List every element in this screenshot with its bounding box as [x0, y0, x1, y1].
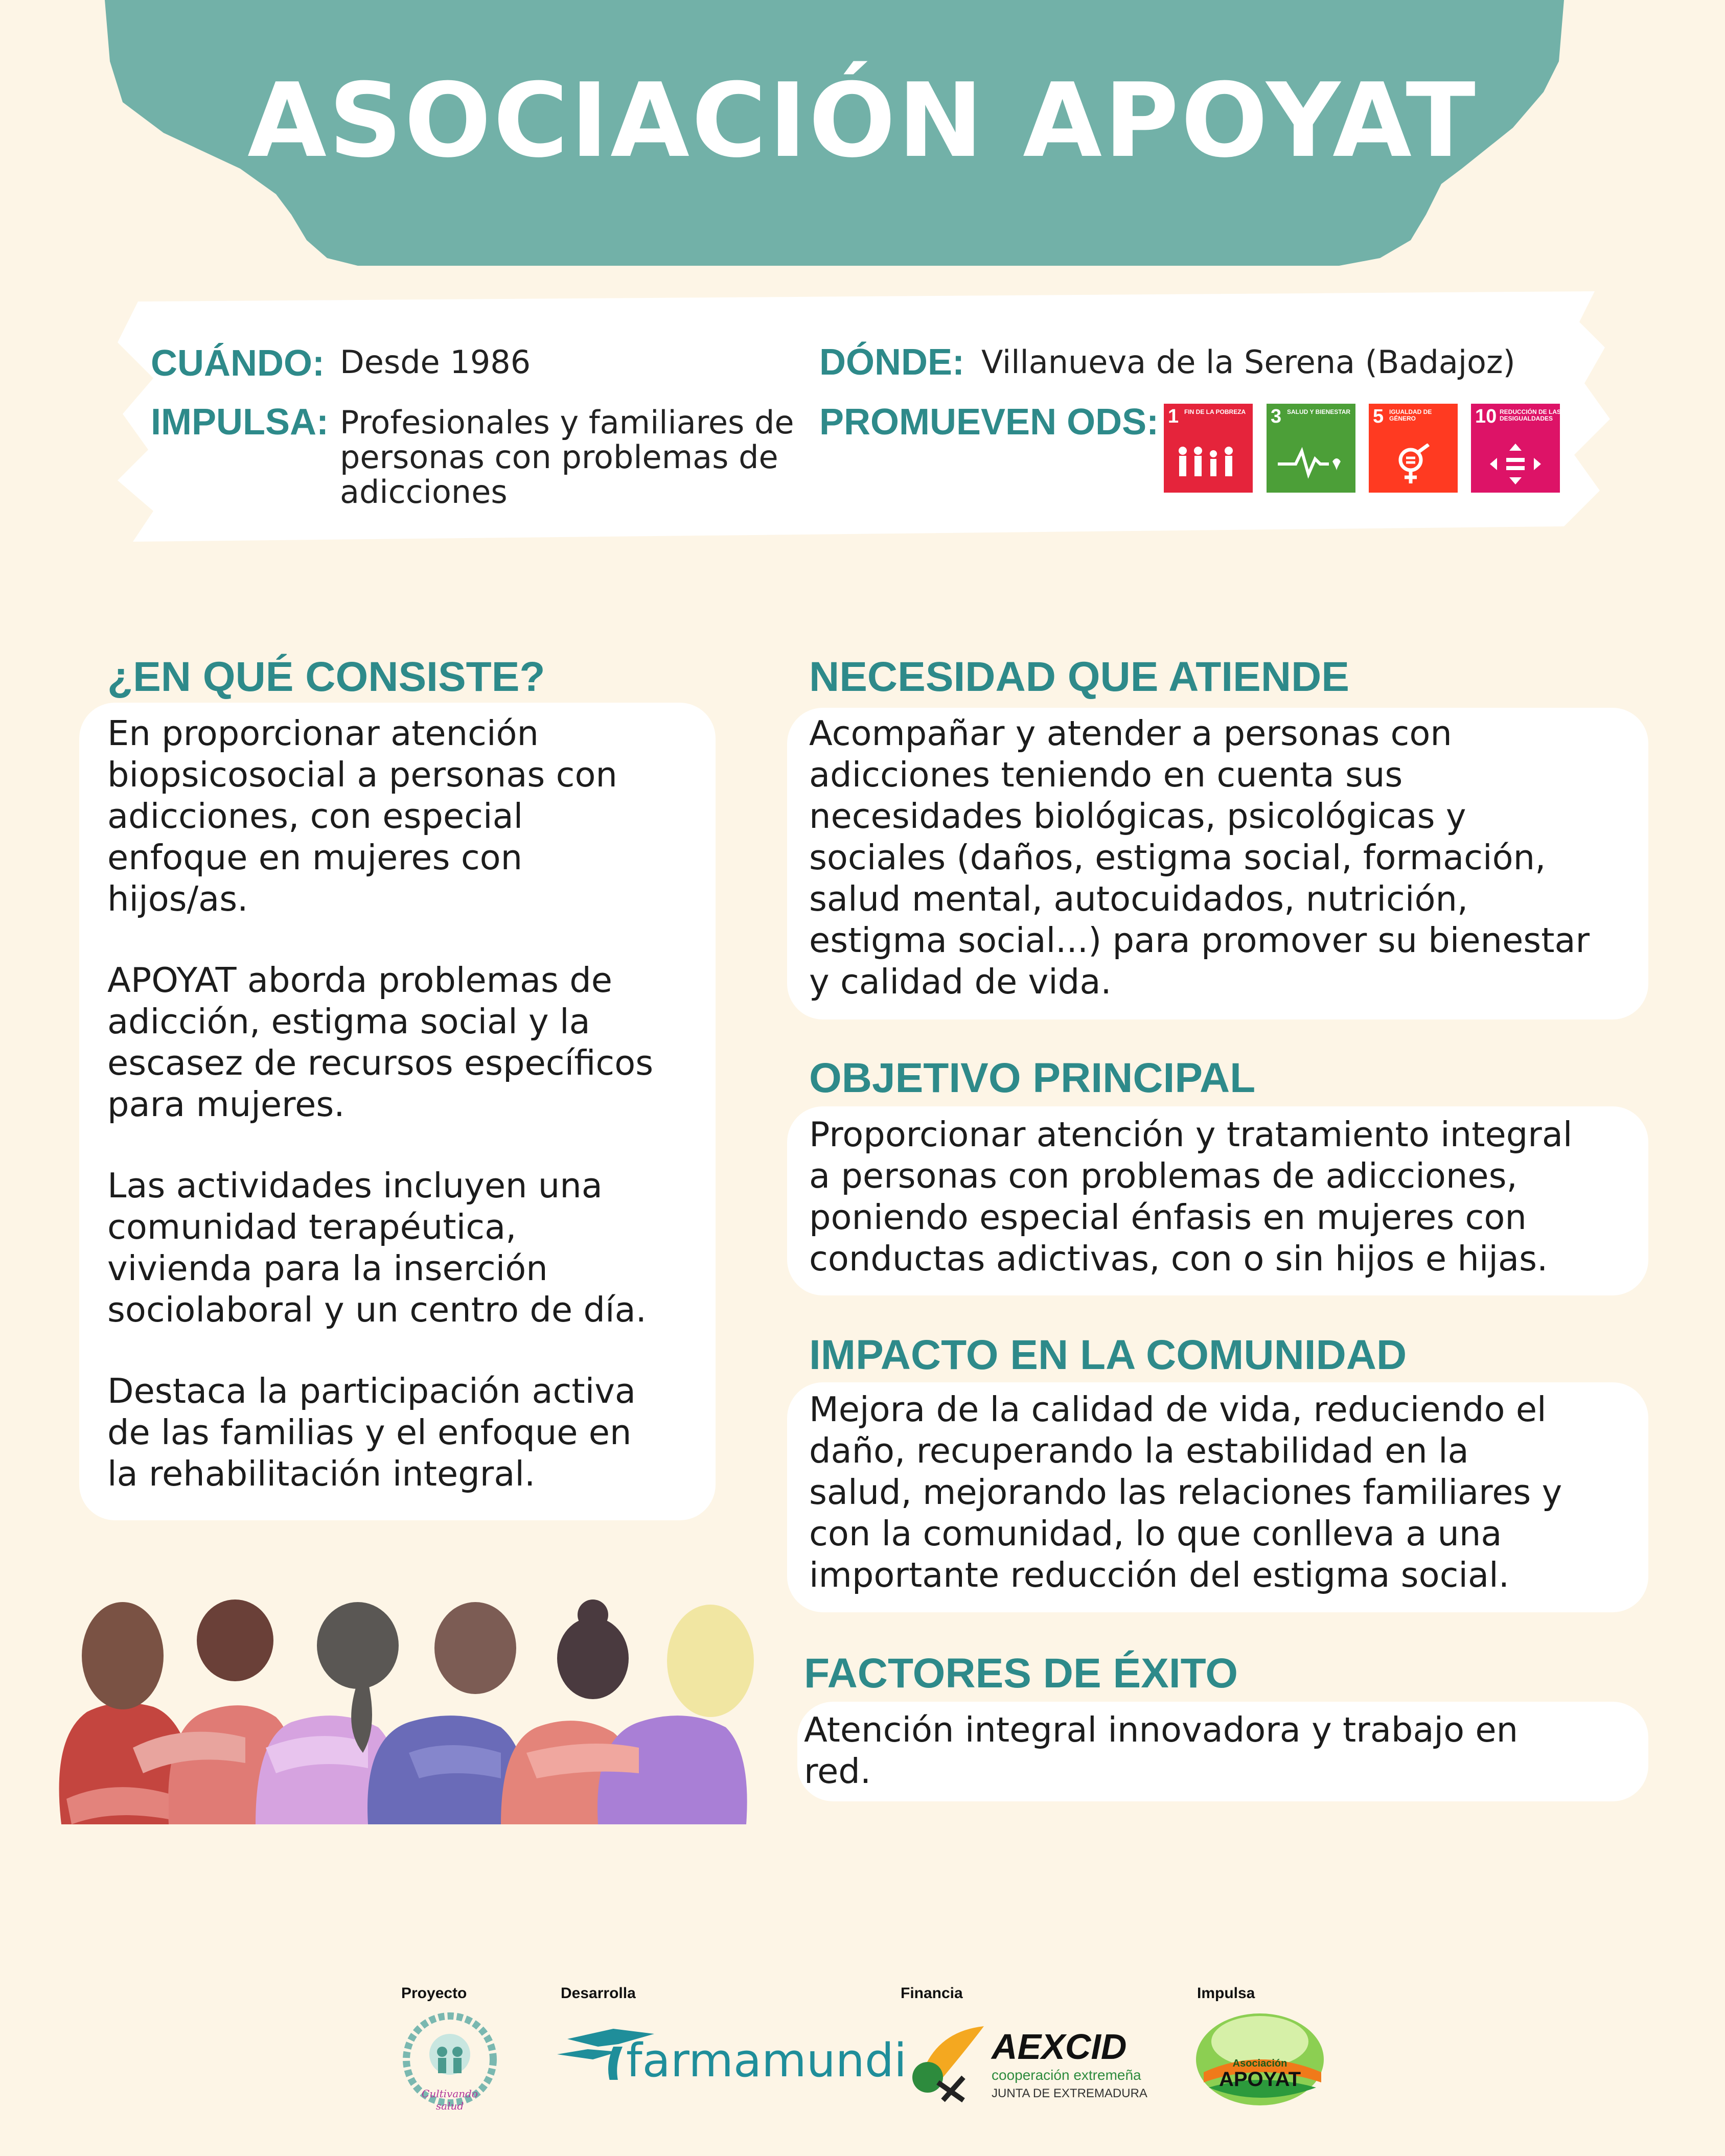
donde-value: Villanueva de la Serena (Badajoz) [981, 343, 1515, 381]
ods-10-tile [1471, 404, 1560, 493]
ods-number: 1 [1168, 406, 1179, 427]
heartbeat-icon [1267, 444, 1355, 488]
ods-label-text: REDUCCIÓN DE LAS DESIGUALDADES [1500, 408, 1561, 422]
apoyat-logo [1193, 2011, 1326, 2108]
factores-text: Atención integral innovadora y trabajo en red. [804, 1710, 1519, 1791]
cultivando-salud-logo [401, 2011, 498, 2112]
footer-desarrolla-label: Desarrolla [561, 1985, 636, 2002]
cuando-label: CUÁNDO: [151, 343, 325, 384]
cuando-value: Desde 1986 [340, 343, 531, 381]
necesidad-title: NECESIDAD QUE ATIENDE [809, 654, 1349, 700]
ods-1-tile [1164, 404, 1253, 493]
consiste-paragraph: En proporcionar atención biopsicosocial a personas con adicciones, con especial enfoque en mujeres con hijos/as. [107, 713, 617, 919]
apoyat-logo-text: APOYAT [1218, 2068, 1301, 2091]
footer-impulsa-label: Impulsa [1197, 1985, 1255, 2002]
equality-arrows-icon [1471, 444, 1560, 493]
ods-label: PROMUEVEN ODS: [819, 402, 1159, 443]
consiste-title: ¿EN QUÉ CONSISTE? [107, 654, 545, 700]
people-illustration [51, 1584, 767, 1829]
gender-equality-icon [1369, 444, 1458, 493]
aexcid-title: AEXCID [992, 2027, 1127, 2067]
necesidad-text: Acompañar y atender a personas con adicciones teniendo en cuenta sus necesidades biológicas, psicológicas y sociales (daños, estigma social, formación, salud mental, autocuidados, nutrición, estigma social...) para promover su bienestar y calidad de vida. [809, 713, 1590, 1002]
ods-label-text: IGUALDAD DE GÉNERO [1389, 408, 1432, 422]
ods-3-tile [1267, 404, 1355, 493]
objetivo-text: Proporcionar atención y tratamiento integral a personas con problemas de adicciones, poniendo especial énfasis en mujeres con conductas adictivas, con o sin hijos e hijas. [809, 1115, 1573, 1279]
donde-label: DÓNDE: [819, 342, 964, 383]
aexcid-junta-text: JUNTA DE EXTREMADURA [992, 2087, 1147, 2100]
consiste-paragraph: APOYAT aborda problemas de adicción, estigma social y la escasez de recursos específicos para mujeres. [107, 960, 654, 1124]
consiste-paragraph: Las actividades incluyen una comunidad terapéutica, vivienda para la inserción sociolaboral y un centro de día. [107, 1166, 647, 1330]
aexcid-logo [907, 2016, 1153, 2103]
ods-number: 10 [1475, 406, 1497, 427]
impulsa-line: adicciones [340, 473, 508, 511]
ods-label-text: SALUD Y BIENESTAR [1287, 408, 1351, 415]
ods-label-text: FIN DE LA POBREZA [1184, 408, 1246, 415]
impacto-title: IMPACTO EN LA COMUNIDAD [809, 1332, 1407, 1378]
page-title: ASOCIACIÓN APOYAT [247, 61, 1478, 180]
farmamundi-text: farmamundi [626, 2034, 907, 2088]
apoyat-logo-small-text: Asociación [1232, 2058, 1287, 2069]
impulsa-line: Profesionales y familiares de [340, 404, 794, 441]
ods-number: 3 [1271, 406, 1282, 427]
factores-title: FACTORES DE ÉXITO [804, 1650, 1238, 1697]
objetivo-title: OBJETIVO PRINCIPAL [809, 1055, 1256, 1101]
farmamundi-logo [557, 2019, 907, 2105]
consiste-text [107, 713, 721, 1495]
footer-financia-label: Financia [901, 1985, 963, 2002]
impulsa-label: IMPULSA: [151, 402, 329, 443]
ods-number: 5 [1373, 406, 1384, 427]
aexcid-subtitle: cooperación extremeña [992, 2067, 1141, 2083]
ods-5-tile [1369, 404, 1458, 493]
family-icon [1164, 444, 1253, 488]
cultivando-salud-text: Cultivando salud [422, 2088, 478, 2112]
impulsa-line: personas con problemas de [340, 438, 778, 476]
impacto-text: Mejora de la calidad de vida, reduciendo el daño, recuperando la estabilidad en la salud, mejorando las relaciones familiares y con la comunidad, lo que conlleva a una importante reducción del estigma social. [809, 1389, 1562, 1595]
impulsa-value [340, 405, 794, 509]
footer-proyecto-label: Proyecto [401, 1985, 467, 2002]
consiste-paragraph: Destaca la participación activa de las familias y el enfoque en la rehabilitación integral. [107, 1371, 636, 1494]
